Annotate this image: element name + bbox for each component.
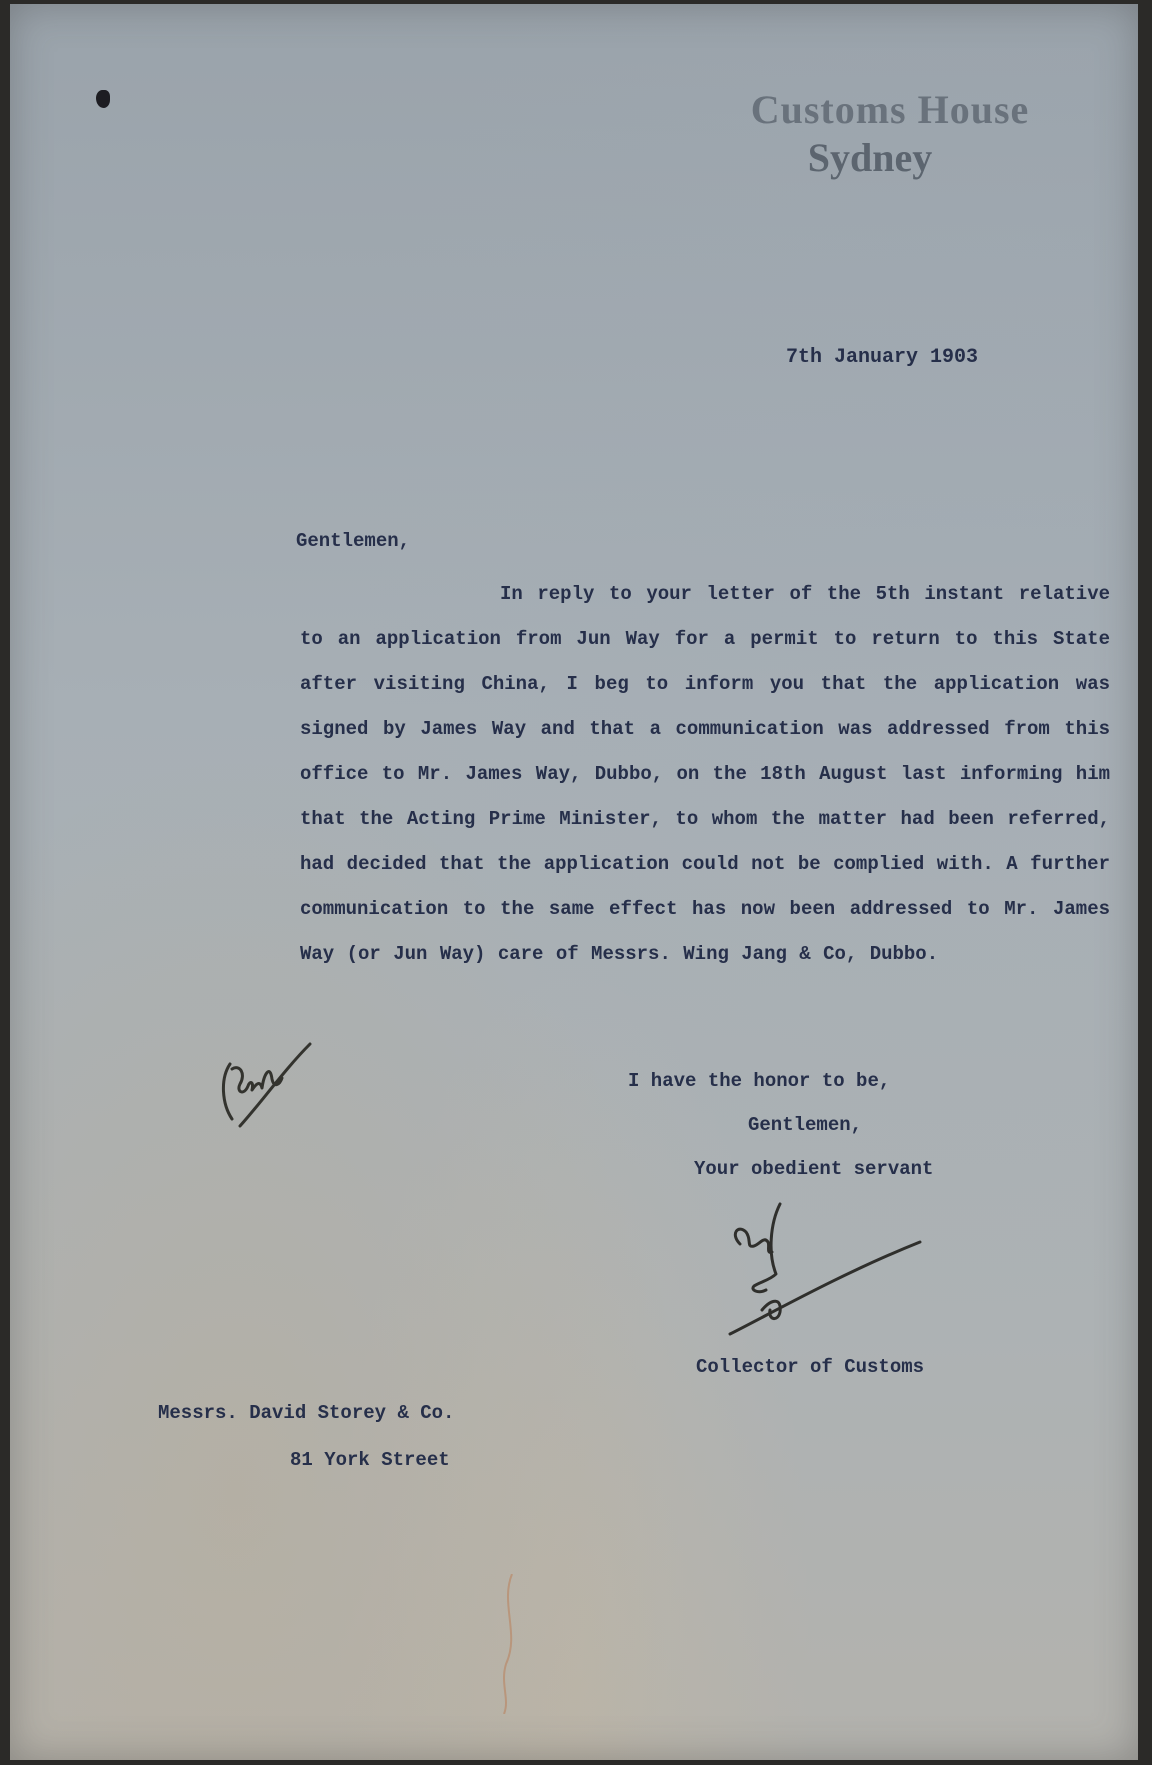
- paper-tear-mark: [490, 1574, 530, 1714]
- closing-line-2: Gentlemen,: [748, 1114, 863, 1136]
- addressee-name: Messrs. David Storey & Co.: [158, 1402, 455, 1424]
- signature-icon: [710, 1194, 930, 1354]
- letterhead-stamp: [710, 88, 1070, 184]
- letterhead-line-1: Customs House: [750, 87, 1030, 132]
- ink-blot: [96, 90, 110, 108]
- letter-page: [10, 4, 1138, 1760]
- letterhead-line-2: Sydney: [807, 135, 933, 180]
- salutation: Gentlemen,: [296, 530, 411, 552]
- addressee-street: 81 York Street: [290, 1449, 450, 1471]
- letter-date: 7th January 1903: [786, 346, 979, 369]
- closing-line-3: Your obedient servant: [694, 1158, 934, 1180]
- initials-icon: [210, 1034, 320, 1134]
- letter-body: In reply to your letter of the 5th instant relative to an application from Jun Way for a permit to return to this State after visiting China, I beg to inform you that the application was signed by James Way and that a communication was addressed from this office to Mr. James Way, Dubbo, on the 18th August last informing him that the Acting Prime Minister, to whom the matter had been referred, had decided that the application could not be complied with. A further communication to the same effect has now been addressed to Mr. James Way (or Jun Way) care of Messrs. Wing Jang & Co, Dubbo.: [300, 583, 1110, 965]
- signatory-title: Collector of Customs: [696, 1356, 925, 1378]
- closing-line-1: I have the honor to be,: [628, 1070, 891, 1092]
